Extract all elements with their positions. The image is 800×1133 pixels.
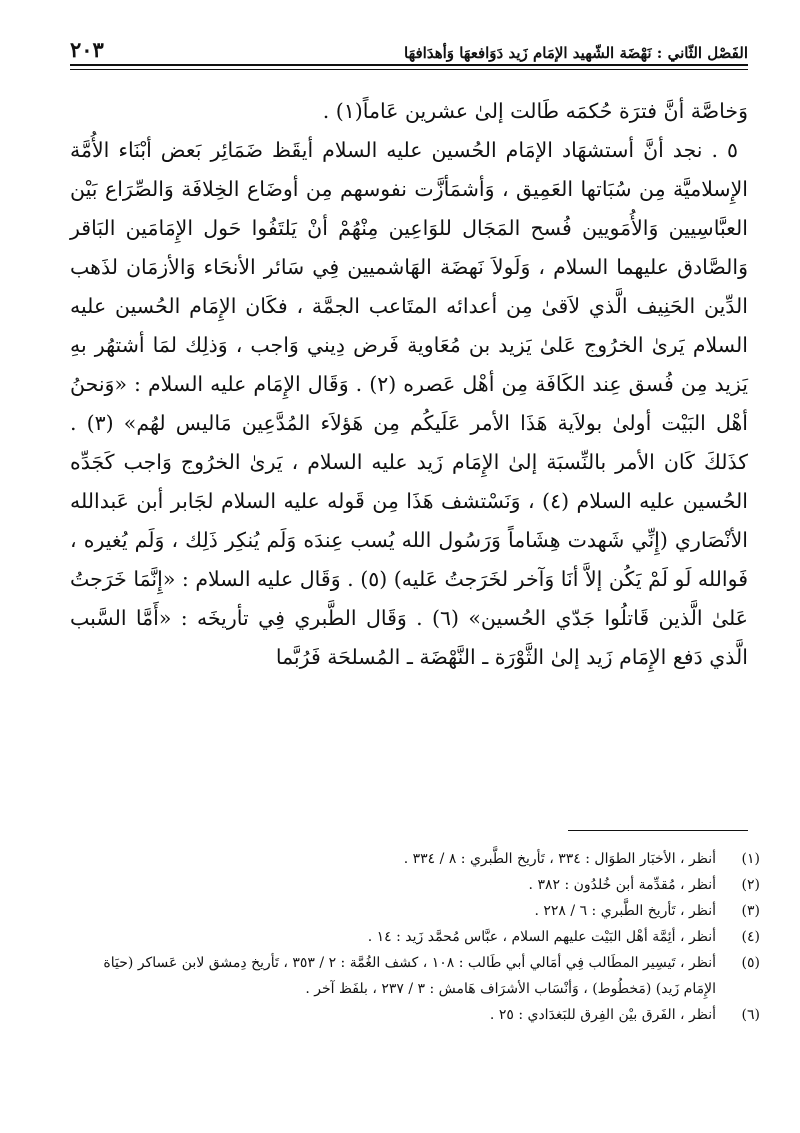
running-header bbox=[70, 28, 748, 62]
footnotes bbox=[70, 846, 760, 1028]
page-number: ٢٠٣ bbox=[70, 37, 104, 62]
footnote-item bbox=[70, 924, 760, 950]
chapter-title: الفَصْل الثّاني : نَهْضَة الشّهيد الإمَام زَيد دَوَافعهَا وَأهدَافهَا bbox=[404, 44, 748, 62]
footnote-text: أنظر ، أئِمَّة أهْل البَيْت عليهم السلام ، عبَّاس مُحمَّد زَيد : ١٤ . bbox=[367, 929, 716, 945]
paragraph-2: ٥ . نجد أنَّ أستشهَاد الإمَام الحُسين عليه السلام أيقَظ ضَمَائِر بَعض أبْنَاء الأُمَّة الإِسلاميَّة مِن سُبَاتها العَمِيق ، وَأشمَأزَّت نفوسهم مِن أوضَاع الخِلافَة وَالصِّرَاع بَيْن العبَّاسِيين وَالأُمَويين فُسح المَجَال للوَاعِين مِنْهُمْ أنْ يَلتَفُوا حَول الإِمَامَين البَاقر وَالصَّادق عليهما السلام ، وَلَولاَ نَهضَة الهَاشميين فِي سَائر الأنحَاء وَالأزمَان لذَهب الدِّين الحَنِيف الَّذي لاَقىٰ مِن أعدائه المتَاعب الجمَّة ، فكَان الإِمَام الحُسين عليه السلام يَرىٰ الخرُوج عَلىٰ يَزيد بن مُعَاوية فَرض دِيني وَاجب ، وَذلِك لمَا أشتهُر بهِ يَزيد مِن فُسق عِند الكَافَة مِن أهْل عَصره (٢) . وَقَال الإِمَام عليه السلام : «وَنحنُ أهْل البَيْت أولىٰ بولاَية هَذَا الأمر عَلَيكُم مِن هَؤلاَء المُدَّعِين مَاليس لهُم» (٣) . كذَلكَ كَان الأمر بالنِّسبَة إلىٰ الإِمَام زَيد عليه السلام ، يَرىٰ الخرُوج وَاجب كَجَدِّه الحُسين عليه السلام (٤) ، وَنَسْتشف هَذَا مِن قَوله عليه السلام لجَابر أبن عَبدالله الأنْصَاري (إِنِّي شَهدت هِشَاماً وَرَسُول الله يُسب عِندَه وَلَم يُنكِر ذَلِك ، وَلَم يُغيره ، فَوالله لَو لَمْ يَكُن إلاَّ أنَا وَآخر لخَرَجتُ عَليه) (٥) . وَقَال عليه السلام : «إِنَّمَا خَرَجتُ عَلىٰ الَّذين قَاتلُوا جَدّي الحُسين» (٦) . وَقَال الطَّبري فِي تأريخَه : «أَمَّا السَّبب الَّذي دَفع الإِمَام زَيد إلىٰ الثَّوْرَة ـ النَّهْضَة ـ المُسلحَة فَرُبَّما bbox=[70, 138, 749, 669]
main-text bbox=[70, 92, 748, 677]
footnote-text: أنظر ، الأخبَار الطوَال : ٣٣٤ ، تَأريخ الطَّبري : ٨ / ٣٣٤ . bbox=[403, 851, 716, 867]
footnote-text: أنظر ، تَيسِير المطَالب فِي أمَالي أبي طَالب : ١٠٨ ، كشف الغُمَّة : ٢ / ٣٥٣ ، تَأريخ دِمشق لابن عَساكر (حيَاة الإِمَام زَيد) (مَخطُوط) ، وَأنْسَاب الأشرَاف هَامش : ٣ / ٢٣٧ ، بلفَظ آخر . bbox=[103, 955, 716, 997]
header-rule-thin bbox=[70, 69, 748, 70]
footnote-number: (٣) bbox=[741, 903, 760, 919]
footnote-item bbox=[70, 872, 760, 898]
footnote-item bbox=[70, 1002, 760, 1028]
footnote-number: (٢) bbox=[741, 877, 760, 893]
paragraph-1: وَخاصَّة أنَّ فترَة حُكمَه طَالت إلىٰ عشرين عَاماً(١) . bbox=[322, 99, 748, 123]
footnote-item bbox=[70, 846, 760, 872]
footnote-item bbox=[70, 898, 760, 924]
footnote-item bbox=[70, 950, 760, 1002]
footnote-text: أنظر ، مُقدِّمة أبن خُلدُون : ٣٨٢ . bbox=[528, 877, 716, 893]
footnote-number: (٦) bbox=[741, 1007, 760, 1023]
footnote-separator bbox=[568, 830, 748, 831]
footnote-text: أنظر ، الفَرق بيْن الفِرق للبَغدَادي : ٢٥ . bbox=[489, 1007, 716, 1023]
footnote-text: أنظر ، تَأريخ الطَّبري : ٦ / ٢٢٨ . bbox=[534, 903, 716, 919]
footnote-number: (٤) bbox=[741, 929, 760, 945]
footnote-number: (٥) bbox=[741, 955, 760, 971]
header-rule-thick bbox=[70, 64, 748, 66]
footnote-number: (١) bbox=[741, 851, 760, 867]
